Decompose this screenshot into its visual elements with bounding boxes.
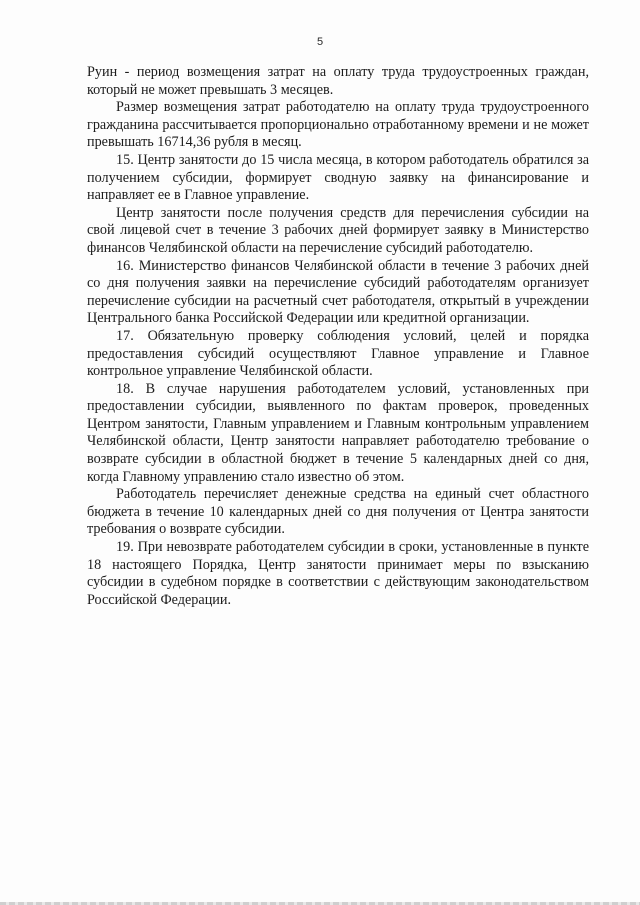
- paragraph-refund-transfer: Работодатель перечисляет денежные средства на единый счет областного бюджета в течение 10 календарных дней со дня получения от Центра занятости требования о возврате субсидии.: [87, 486, 589, 538]
- paragraph-item-16: 16. Министерство финансов Челябинской области в течение 3 рабочих дней со дня получения заявки на перечисление субсидий работодателям организует перечисление субсидии на расчетный счет работодателя, открытый в учреждении Центрального банка Российской Федерации или кредитной организации.: [87, 257, 589, 327]
- paragraph-item-17: 17. Обязательную проверку соблюдения условий, целей и порядка предоставления субсидий осуществляют Главное управление и Главное контрольное управление Челябинской области.: [87, 327, 589, 380]
- paragraph-item-15: 15. Центр занятости до 15 числа месяца, в котором работодатель обратился за получением субсидии, формирует сводную заявку на финансирование и направляет ее в Главное управление.: [87, 151, 589, 204]
- paragraph-period: Руин - период возмещения затрат на оплату труда трудоустроенных граждан, который не может превышать 3 месяцев.: [87, 64, 589, 98]
- paragraph-item-18: 18. В случае нарушения работодателем условий, установленных при предоставлении субсидии, выявленного по фактам проверок, проведенных Центром занятости, Главным управлением и Главным контрольным управлением Челябинской области, Центр занятости направляет работодателю требование о возврате субсидии в областной бюджет в течение 5 календарных дней со дня, когда Главному управлению стало известно об этом.: [87, 380, 589, 485]
- paragraph-reimbursement-amount: Размер возмещения затрат работодателю на оплату труда трудоустроенного гражданина рассчитывается пропорционально отработанному времени и не может превышать 16714,36 рубля в месяц.: [87, 99, 589, 151]
- paragraph-item-19: 19. При невозврате работодателем субсидии в сроки, установленные в пункте 18 настоящего Порядка, Центр занятости принимает меры по взысканию субсидии в судебном порядке в соответствии с действующим законодательством Российской Федерации.: [87, 539, 589, 608]
- paragraph-funds-request: Центр занятости после получения средств для перечисления субсидии на свой лицевой счет в течение 3 рабочих дней формирует заявку в Министерство финансов Челябинской области на перечисление субсидий работодателю.: [87, 204, 589, 256]
- page-number: 5: [316, 36, 324, 48]
- document-body: [87, 64, 589, 609]
